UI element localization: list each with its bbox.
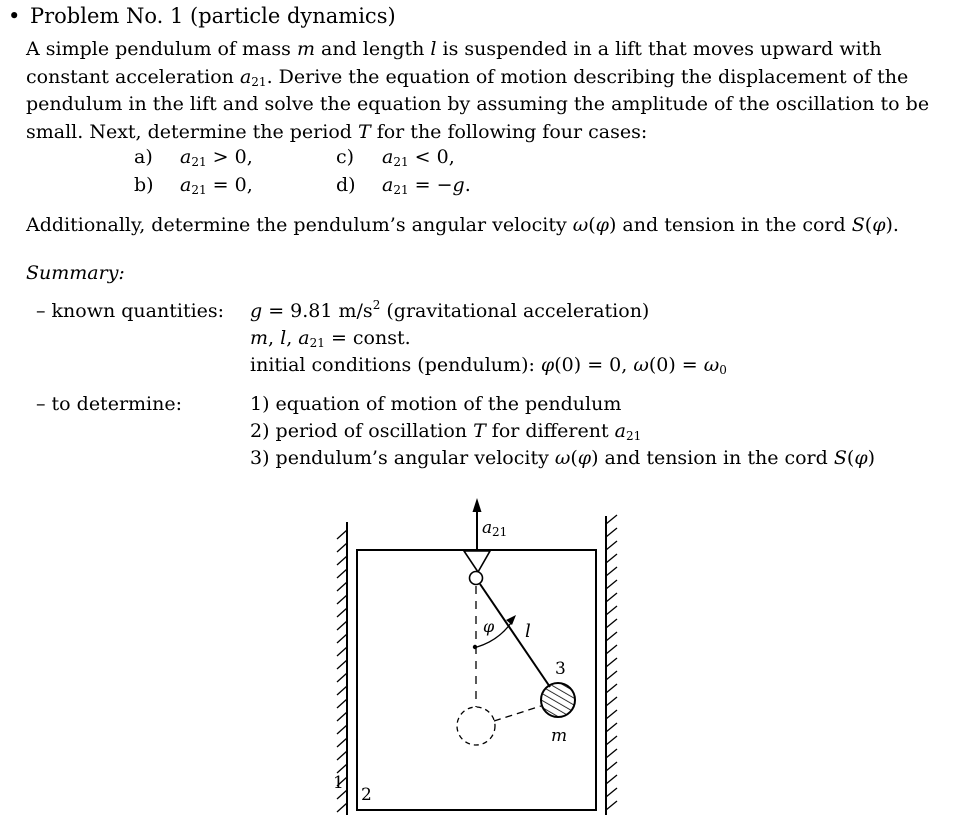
known-item-1: g = 9.81 $m/s^2$ (gravitational acceleration): [250, 298, 650, 322]
wall-hatch-mark: [337, 530, 347, 539]
wall-hatch-mark: [606, 684, 617, 693]
wall-hatch-mark: [606, 515, 617, 524]
accel-subscript: 21: [492, 525, 508, 539]
wall-hatch-mark: [337, 543, 347, 552]
wall-hatch-mark: [337, 751, 347, 760]
reference-dot: [473, 645, 477, 649]
wall-hatch-mark: [337, 699, 347, 708]
statement-line-3: pendulum in the lift and solve the equation by assuming the amplitude of the oscillation to be: [26, 93, 930, 115]
pivot-joint: [470, 572, 483, 585]
case-b-label: b): [134, 174, 154, 196]
determine-label: – to determine:: [36, 393, 182, 415]
determine-item-2: 2) period of oscillation T for different $a_{21}$: [250, 420, 642, 443]
wall-hatch-mark: [337, 803, 347, 812]
wall-hatch-mark: [606, 554, 617, 563]
wall-hatch-mark: [337, 673, 347, 682]
angle-label: φ: [483, 617, 495, 636]
wall-hatch-mark: [606, 801, 617, 810]
known-item-2: m, l, $a_{21}$ = const.: [250, 327, 411, 350]
left-wall: [337, 522, 347, 815]
case-d-cond: $a_{21} = -g$.: [382, 174, 471, 197]
suspension-bracket: [464, 551, 490, 572]
accel-label: a: [482, 518, 493, 538]
wall-hatch-mark: [337, 660, 347, 669]
wall-hatch-mark: [337, 647, 347, 656]
known-item-3: initial conditions (pendulum): φ(0) = 0, $\omega(0) = \omega_0$: [250, 354, 727, 377]
statement-line-2: constant acceleration $a_{21}$. Derive the equation of motion describing the displacement of the: [26, 65, 909, 89]
wall-hatch-mark: [606, 580, 617, 589]
wall-hatch-mark: [606, 788, 617, 797]
wall-number: 1: [333, 773, 344, 793]
wall-hatch-mark: [337, 686, 347, 695]
wall-hatch-mark: [606, 710, 617, 719]
wall-hatch-mark: [606, 632, 617, 641]
wall-hatch-mark: [606, 671, 617, 680]
mass-number: 3: [555, 659, 566, 679]
mass-label: m: [551, 726, 568, 746]
wall-hatch-mark: [337, 725, 347, 734]
case-a-label: a): [134, 146, 153, 168]
right-wall: [606, 515, 617, 815]
wall-hatch-mark: [606, 697, 617, 706]
wall-hatch-mark: [606, 619, 617, 628]
swing-path: [494, 706, 541, 721]
additional-text: Additionally, determine the pendulum’s angular velocity ω(φ) and tension in the cord S(φ).: [26, 214, 899, 236]
problem-title-text: Problem No. 1 (particle dynamics): [30, 4, 396, 28]
wall-hatch-mark: [606, 645, 617, 654]
bullet-icon: •: [8, 4, 21, 28]
wall-hatch-mark: [337, 595, 347, 604]
acceleration-arrow: [473, 498, 482, 550]
determine-item-3: 3) pendulum’s angular velocity ω(φ) and tension in the cord S(φ): [250, 447, 876, 469]
lift-number: 2: [361, 785, 372, 805]
wall-hatch-mark: [606, 762, 617, 771]
wall-hatch-mark: [606, 528, 617, 537]
wall-hatch-mark: [337, 764, 347, 773]
wall-hatch-mark: [606, 593, 617, 602]
wall-hatch-mark: [337, 738, 347, 747]
summary-heading: Summary:: [26, 262, 125, 284]
wall-hatch-mark: [606, 775, 617, 784]
wall-hatch-mark: [606, 658, 617, 667]
length-label: l: [525, 621, 531, 642]
wall-hatch-mark: [337, 634, 347, 643]
wall-hatch-mark: [337, 582, 347, 591]
pendulum-mass: [541, 683, 575, 717]
case-d-label: d): [336, 174, 356, 196]
known-label: – known quantities:: [36, 300, 225, 322]
wall-hatch-mark: [337, 621, 347, 630]
statement-line-4: small. Next, determine the period T for the following four cases:: [26, 120, 648, 143]
wall-hatch-mark: [337, 608, 347, 617]
wall-hatch-mark: [606, 723, 617, 732]
case-b-cond: $a_{21} = 0$,: [180, 174, 253, 197]
wall-hatch-mark: [337, 556, 347, 565]
determine-item-1: 1) equation of motion of the pendulum: [250, 393, 622, 415]
case-c-cond: $a_{21} < 0$,: [382, 146, 455, 169]
case-c-label: c): [336, 146, 355, 168]
wall-hatch-mark: [606, 541, 617, 550]
wall-hatch-mark: [606, 736, 617, 745]
equilibrium-mass-position: [457, 707, 495, 745]
wall-hatch-mark: [606, 749, 617, 758]
wall-hatch-mark: [337, 569, 347, 578]
wall-hatch-mark: [606, 567, 617, 576]
wall-hatch-mark: [337, 712, 347, 721]
wall-hatch-mark: [606, 606, 617, 615]
case-a-cond: $a_{21} > 0$,: [180, 146, 253, 169]
statement-line-1: A simple pendulum of mass m and length l is suspended in a lift that moves upward with: [26, 38, 882, 60]
